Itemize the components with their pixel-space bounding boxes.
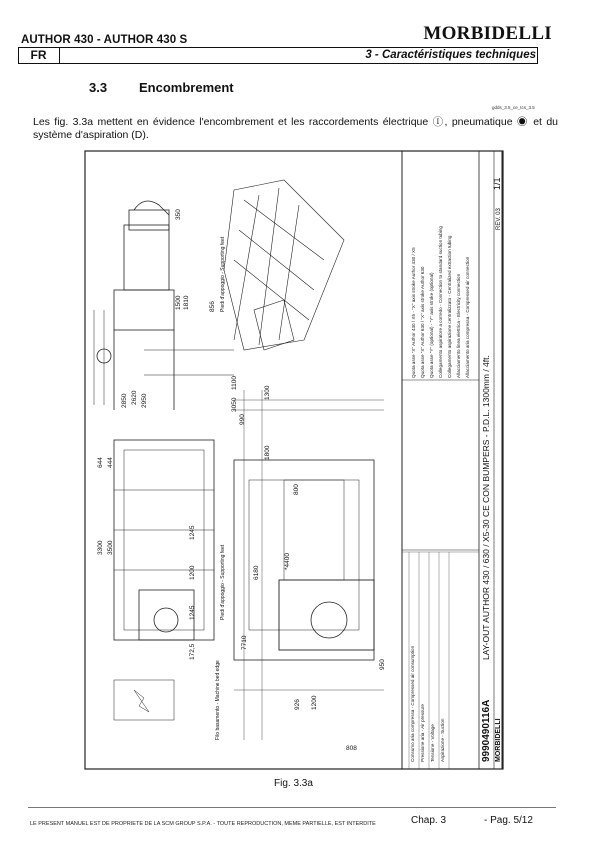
spec-item: Pressione aria - Air pressure [420,704,425,762]
dim-6180: 6180 [253,565,260,580]
label-machine-bed-edge: Filo basamento - Machine bed edge [215,660,221,740]
figure-caption: Fig. 3.3a [274,778,313,789]
cartouche-title: LAY-OUT AUTHOR 430 / 630 / X5-30 CE CON BUMPERS - P.D.L. 1300mm / 4ft. [481,355,491,660]
dim-7710: 7710 [241,635,248,650]
cartouche-brand: MORBIDELLI [495,718,502,762]
legend-block [411,226,470,378]
legend-item: Allacciamento aria compressa - Compressed air connection [465,256,470,378]
dim-1800: 1800 [264,445,271,460]
dim-2950: 2950 [141,393,148,408]
legend-item: Allacciamento linea elettrica - Electricity connection [456,273,461,378]
spec-item: Aspirazione - Suction [440,718,445,762]
dim-1810: 1810 [183,295,190,310]
dim-2850: 2850 [121,393,128,408]
document-reference: gdds_3.5_ce_tcs_3.5 [492,105,535,110]
dim-350: 350 [175,209,182,220]
dim-1300: 1300 [264,385,271,400]
dim-1100: 1100 [231,376,238,390]
footer-page: - Pag. 5/12 [484,815,533,826]
dim-1200-b: 1200 [311,695,318,710]
legend-item: Quota asse "X" Author 630 / "X" axis stroke Author 630 [420,266,425,378]
dim-1500: 1500 [175,295,182,310]
layout-drawing [84,150,504,770]
brand-logo: MORBIDELLI [423,23,552,44]
legend-item: Quota asse "X" Author 430 / X5 - "X" axis stroke Author 430 / X5 [411,247,416,378]
dim-926: 926 [294,699,301,710]
cartouche-rev: REV. 03 [496,208,502,230]
header-model: AUTHOR 430 - AUTHOR 430 S [21,34,188,46]
dim-644: 644 [97,457,104,468]
dim-444: 444 [107,457,114,468]
dim-3500: 3500 [107,540,114,555]
legend-item: Collegamento aspirazione centralizzato - Centralized extraction tubing [447,235,452,378]
spec-block [410,645,445,762]
dim-2620: 2620 [131,390,138,405]
dim-1200: 1200 [189,565,196,580]
footer-rule [28,807,556,808]
dim-990: 990 [239,414,246,425]
label-supporting-feet-2: Piedi d'appoggio - Supporting feet [220,544,226,620]
spec-item: Consumo aria compressa - Compressed air consumption [410,645,415,762]
footer-chapter: Chap. 3 [411,815,447,826]
dim-1245-a: 1245 [189,605,196,620]
dim-1245-b: 1245 [189,525,196,540]
footer-legal: LE PRESENT MANUEL EST DE PROPRIETE DE LA SCM GROUP S.P.A. - TOUTE REPRODUCTION, MEME PARTIELLE, EST INTERDITE [30,821,376,827]
plan-view [114,390,384,740]
dim-800: 800 [293,484,300,495]
dim-4400: *4400 [284,553,291,570]
cartouche-sheet: 1/1 [492,177,502,190]
cartouche-code: 9990490116A [481,699,492,762]
dim-172-5: 172,5 [189,643,196,660]
dim-808: 808 [346,745,357,752]
dim-856: 856 [209,301,216,312]
intro-paragraph: Les fig. 3.3a mettent en évidence l'encombrement et les raccordements électrique Ⓘ, pneumatique ◉ et du système d'aspiration (D). [33,116,558,141]
legend-item: Collegamento aspiratore a corredo - Connection to standard suction tubing [438,226,443,378]
dim-950: 950 [379,659,386,670]
legend-item: Quota asse "Y" (optional) - "Y" axis stroke (optional) [429,272,434,378]
section-header: 3 - Caractéristiques techniques [365,49,536,61]
dim-3050: 3050 [231,397,238,412]
dim-3300: 3300 [97,540,104,555]
perspective-view [224,180,344,350]
section-title: Encombrement [139,80,234,95]
section-number: 3.3 [89,80,108,95]
label-supporting-feet: Piedi d'appoggio - Supporting feet [220,236,226,312]
language-code: FR [18,47,60,64]
spec-item: Tensione - Voltage [430,724,435,762]
